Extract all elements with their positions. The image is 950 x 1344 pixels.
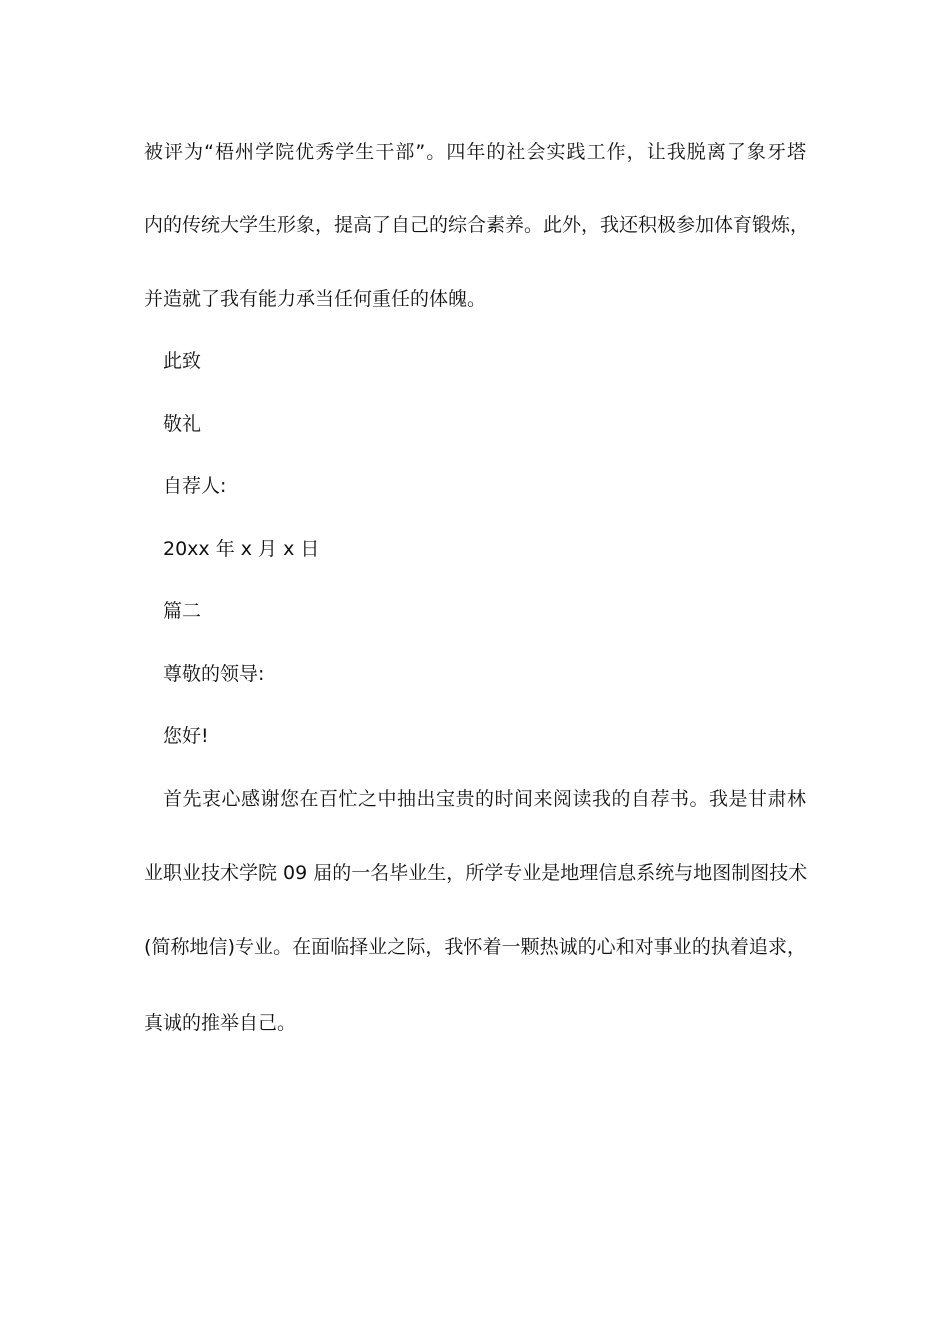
paragraph-line: 并造就了我有能力承当任何重任的体魄。 [144,288,487,310]
paragraph-line: 首先衷心感谢您在百忙之中抽出宝贵的时间来阅读我的自荐书。我是甘肃林 [163,788,806,810]
letter-hello: 您好! [163,725,209,747]
paragraph-line: 被评为“梧州学院优秀学生干部”。四年的社会实践工作，让我脱离了象牙塔 [144,141,806,163]
closing-salutation: 敬礼 [163,413,202,435]
paragraph-line: (简称地信)专业。在面临择业之际，我怀着一颗热诚的心和对事业的执着追求， [144,936,806,958]
signer-label: 自荐人: [163,475,227,497]
paragraph-line: 业职业技术学院 09 届的一名毕业生，所学专业是地理信息系统与地图制图技术 [144,862,808,884]
letter-greeting: 尊敬的领导: [163,663,265,685]
paragraph-line: 内的传统大学生形象，提高了自己的综合素养。此外，我还积极参加体育锻炼， [144,214,810,236]
letter-date: 20xx 年 x 月 x 日 [163,538,320,560]
paragraph-line: 真诚的推举自己。 [144,1012,297,1034]
closing-salutation: 此致 [163,350,202,372]
section-heading: 篇二 [163,600,202,622]
